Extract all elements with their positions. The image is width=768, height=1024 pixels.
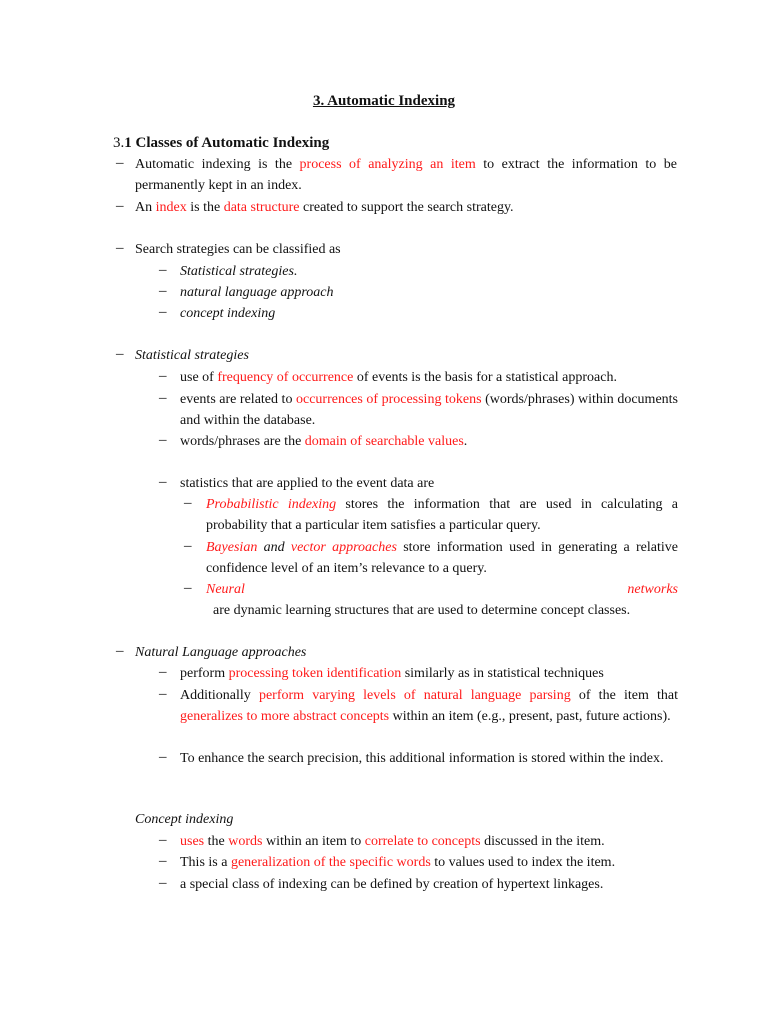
bullet-dash: –: [159, 749, 167, 765]
bullet-dash: –: [159, 686, 167, 702]
highlight-text: perform varying levels of natural language parsing: [258, 688, 571, 703]
text-span: is the: [186, 200, 224, 215]
bullet-dash: –: [184, 495, 192, 511]
stat-sub-neural: [206, 579, 678, 621]
nl-item-additionally: [180, 685, 678, 727]
highlight-text: words: [228, 834, 263, 849]
text-span: words/phrases are the: [180, 434, 305, 449]
text-span: An: [135, 200, 156, 215]
bullet-dash: –: [159, 664, 167, 680]
text-span: to extract the information to be permanently kept in an index.: [135, 157, 678, 193]
bullet-dash: –: [116, 155, 124, 171]
text-span: (words/phrases) within documents and within the database.: [180, 392, 678, 428]
stat-item-applied: statistics that are applied to the event data are: [180, 476, 435, 491]
highlight-text: generalizes to more abstract concepts: [180, 709, 390, 724]
text-span: created to support the search strategy.: [299, 200, 514, 215]
ci-item-generalization: [180, 852, 678, 873]
concept-indexing-heading: Concept indexing: [135, 812, 234, 827]
text-span: discussed in the item.: [480, 834, 605, 849]
highlight-text: occurrences of processing tokens: [295, 392, 482, 407]
text-span: are dynamic learning structures that are used to determine concept classes.: [206, 603, 631, 618]
bullet-search-strategies: Search strategies can be classified as: [135, 242, 341, 257]
text-span: similarly as in statistical techniques: [401, 666, 604, 681]
highlight-text: data structure: [223, 200, 300, 215]
highlight-text: domain of searchable values: [304, 434, 464, 449]
bullet-dash: –: [116, 240, 124, 256]
statistical-heading: Statistical strategies: [135, 348, 249, 363]
text-span: .: [463, 434, 468, 449]
text-span: stores the information that are used in calculating a probability that a particular item satisfies a particular query.: [206, 497, 678, 533]
nl-item-perform: [180, 663, 678, 684]
stat-item-words: [180, 431, 678, 452]
bullet-dash: –: [184, 580, 192, 596]
highlight-text: frequency of occurrence: [217, 370, 354, 385]
bullet-dash: –: [159, 853, 167, 869]
highlight-text: generalization of the specific words: [230, 855, 431, 870]
bullet-dash: –: [159, 283, 167, 299]
stat-sub-bayesian: [206, 537, 678, 579]
bullet-dash: –: [159, 474, 167, 490]
highlight-text: processing token identification: [228, 666, 402, 681]
bullet-dash: –: [159, 304, 167, 320]
highlight-text: uses: [180, 834, 205, 849]
ci-item-uses: [180, 831, 678, 852]
stat-item-frequency: [180, 367, 678, 388]
text-span: Additionally: [180, 688, 259, 703]
section-label: 1 Classes of Automatic Indexing: [124, 135, 330, 151]
bullet-dash: –: [116, 643, 124, 659]
text-span: to values used to index the item.: [430, 855, 616, 870]
bullet-automatic-indexing: [135, 154, 677, 196]
text-span: within an item (e.g., present, past, future actions).: [389, 709, 671, 724]
stat-sub-probabilistic: [206, 494, 678, 536]
text-span: Automatic indexing is the: [135, 157, 300, 172]
bullet-dash: –: [184, 538, 192, 554]
bullet-dash: –: [116, 346, 124, 362]
bullet-dash: –: [159, 875, 167, 891]
bullet-dash: –: [159, 390, 167, 406]
stat-item-events: [180, 389, 678, 431]
highlight-text: process of analyzing an item: [299, 157, 476, 172]
page-title: 3. Automatic Indexing: [312, 93, 456, 109]
highlight-text: Neural networks: [206, 582, 678, 597]
bullet-index-definition: [135, 197, 677, 218]
highlight-text: Probabilistic indexing: [206, 497, 337, 512]
bullet-dash: –: [116, 198, 124, 214]
ci-item-hypertext: a special class of indexing can be defined by creation of hypertext linkages.: [180, 877, 604, 892]
text-span: and: [257, 540, 291, 555]
highlight-text: index: [155, 200, 187, 215]
bullet-dash: –: [159, 432, 167, 448]
strategy-item: natural language approach: [180, 285, 334, 300]
bullet-dash: –: [159, 368, 167, 384]
text-span: within an item to: [262, 834, 365, 849]
text-span: of events is the basis for a statistical approach.: [353, 370, 617, 385]
highlight-text: vector approaches: [290, 540, 397, 555]
bullet-dash: –: [159, 262, 167, 278]
text-span: perform: [180, 666, 229, 681]
text-span: of the item that: [570, 688, 678, 703]
text-span: use of: [180, 370, 218, 385]
section-heading: [113, 133, 329, 154]
text-span: store information used in generating a relative confidence level of an item’s relevance to a query.: [206, 540, 678, 576]
bullet-dash: –: [159, 832, 167, 848]
highlight-text: correlate to concepts: [364, 834, 481, 849]
nl-item-enhance: To enhance the search precision, this additional information is stored within the index.: [180, 751, 664, 766]
highlight-text: Bayesian: [206, 540, 258, 555]
text-span: the: [204, 834, 229, 849]
section-number: 3.: [113, 135, 125, 151]
strategy-item: concept indexing: [180, 306, 276, 321]
strategy-item: Statistical strategies.: [180, 264, 298, 279]
text-span: This is a: [180, 855, 231, 870]
natural-language-heading: Natural Language approaches: [135, 645, 307, 660]
text-span: events are related to: [180, 392, 296, 407]
